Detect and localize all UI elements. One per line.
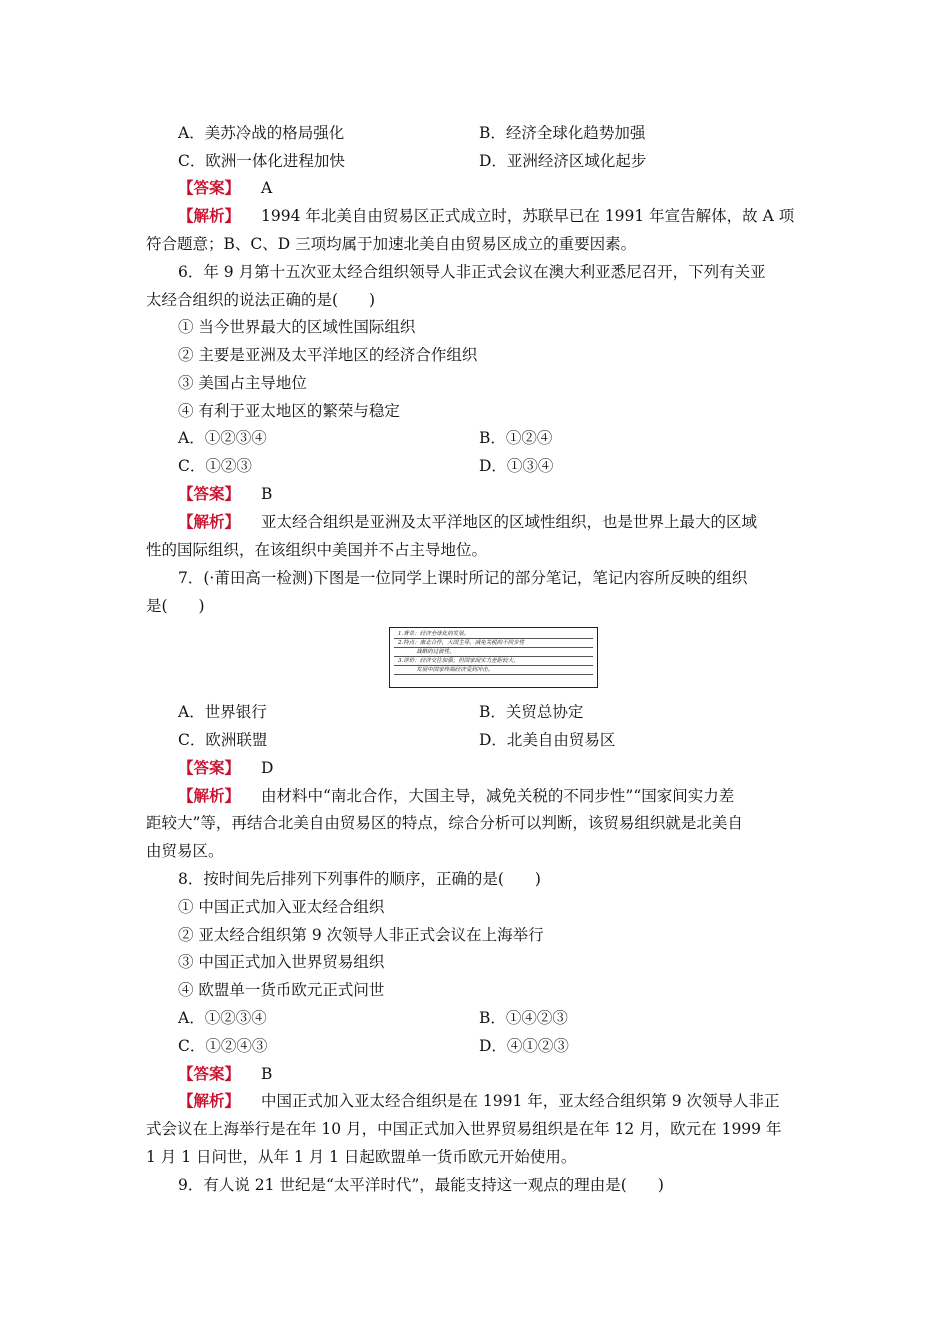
note-line: 2.特点：南北合作，大国主导，减免关税的不同步性 <box>398 640 525 646</box>
q6-stem: 6．年 9 月第十五次亚太经合组织领导人非正式会议在澳大利亚悉尼召开，下列有关亚 <box>178 263 766 281</box>
q8-answer: B <box>261 1065 273 1083</box>
q7-analysis-label: 【解析】 <box>178 786 241 805</box>
q6-option-d[interactable]: D．①③④ <box>479 457 554 475</box>
q5-answer-label: 【答案】 <box>178 178 241 197</box>
q8-option-d[interactable]: D．④①②③ <box>479 1037 569 1055</box>
q6-answer: B <box>261 485 273 503</box>
q8-stem: 8．按时间先后排列下列事件的顺序，正确的是( ) <box>178 870 541 888</box>
q5-analysis-line: 1994 年北美自由贸易区正式成立时，苏联早已在 1991 年宣告解体，故 A 项 <box>261 207 795 225</box>
q5-analysis-label: 【解析】 <box>178 206 241 225</box>
q5-option-c[interactable]: C．欧洲一体化进程加快 <box>178 152 345 170</box>
note-rule <box>394 656 593 657</box>
note-rule <box>394 647 593 648</box>
q7-stem: 7．(·莆田高一检测)下图是一位同学上课时所记的部分笔记，笔记内容所反映的组织 <box>178 569 748 587</box>
q6-analysis-label: 【解析】 <box>178 512 241 531</box>
q8-analysis-line: 1 月 1 日问世，从年 1 月 1 日起欧盟单一货币欧元开始使用。 <box>146 1148 577 1166</box>
q6-item-2: ② 主要是亚洲及太平洋地区的经济合作组织 <box>178 346 478 364</box>
note-rule <box>394 638 593 639</box>
note-rule <box>394 674 593 675</box>
q7-analysis-line: 距较大”等，再结合北美自由贸易区的特点，综合分析可以判断，该贸易组织就是北美自 <box>146 814 743 832</box>
q6-item-3: ③ 美国占主导地位 <box>178 374 307 392</box>
q8-item-4: ④ 欧盟单一货币欧元正式问世 <box>178 981 385 999</box>
q5-answer: A <box>261 179 273 197</box>
q9-stem: 9．有人说 21 世纪是“太平洋时代”，最能支持这一观点的理由是( ) <box>178 1176 664 1194</box>
q8-item-3: ③ 中国正式加入世界贸易组织 <box>178 953 385 971</box>
q8-option-b[interactable]: B．①④②③ <box>479 1009 568 1027</box>
q8-item-2: ② 亚太经合组织第 9 次领导人非正式会议在上海举行 <box>178 926 544 944</box>
q6-item-1: ① 当今世界最大的区域性国际组织 <box>178 318 416 336</box>
q7-option-c[interactable]: C．欧洲联盟 <box>178 731 268 749</box>
notebook-figure <box>389 627 598 688</box>
note-rule <box>394 665 593 666</box>
q6-option-b[interactable]: B．①②④ <box>479 429 553 447</box>
q5-option-b[interactable]: B．经济全球化趋势加强 <box>479 124 646 142</box>
q8-analysis-label: 【解析】 <box>178 1091 241 1110</box>
q6-analysis-line: 性的国际组织，在该组织中美国并不占主导地位。 <box>146 541 488 559</box>
q5-option-a[interactable]: A．美苏冷战的格局强化 <box>178 124 345 142</box>
q6-option-c[interactable]: C．①②③ <box>178 457 252 475</box>
note-line: 1.背景：经济全球化的发展。 <box>398 631 470 637</box>
q8-analysis-line: 中国正式加入亚太经合组织是在 1991 年，亚太经合组织第 9 次领导人非正 <box>261 1092 780 1110</box>
q5-analysis-line: 符合题意；B、C、D 三项均属于加速北美自由贸易区成立的重要因素。 <box>146 235 637 253</box>
q7-analysis-line: 由材料中“南北合作，大国主导，减免关税的不同步性”“国家间实力差 <box>261 787 735 805</box>
q7-answer: D <box>261 759 274 777</box>
q7-analysis-line: 由贸易区。 <box>146 842 224 860</box>
q8-option-c[interactable]: C．①②④③ <box>178 1037 268 1055</box>
q7-option-d[interactable]: D．北美自由贸易区 <box>479 731 616 749</box>
q7-answer-label: 【答案】 <box>178 758 241 777</box>
q7-stem: 是( ) <box>146 597 205 615</box>
q8-answer-label: 【答案】 <box>178 1064 241 1083</box>
q7-option-b[interactable]: B．关贸总协定 <box>479 703 584 721</box>
note-line: 发展中国家终端经济受到冲击。 <box>398 667 494 673</box>
note-line: 3.评价：经济交往加强；但国家间实力差距较大， <box>398 658 519 664</box>
q6-item-4: ④ 有利于亚太地区的繁荣与稳定 <box>178 402 400 420</box>
q5-option-d[interactable]: D．亚洲经济区域化起步 <box>479 152 647 170</box>
note-line: 战略的过渡性。 <box>398 649 455 655</box>
q6-answer-label: 【答案】 <box>178 484 241 503</box>
q8-analysis-line: 式会议在上海举行是在年 10 月，中国正式加入世界贸易组织是在年 12 月，欧元在 1999 年 <box>146 1120 782 1138</box>
q8-item-1: ① 中国正式加入亚太经合组织 <box>178 898 385 916</box>
q6-option-a[interactable]: A．①②③④ <box>178 429 267 447</box>
q6-analysis-line: 亚太经合组织是亚洲及太平洋地区的区域性组织，也是世界上最大的区域 <box>261 513 758 531</box>
q6-stem: 太经合组织的说法正确的是( ) <box>146 291 376 309</box>
q8-option-a[interactable]: A．①②③④ <box>178 1009 267 1027</box>
q7-option-a[interactable]: A．世界银行 <box>178 703 267 721</box>
